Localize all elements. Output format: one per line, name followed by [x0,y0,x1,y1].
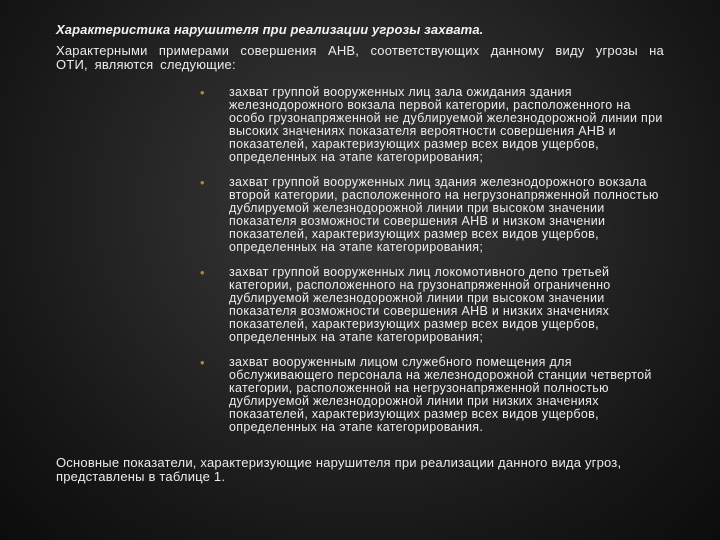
list-item-text: захват вооруженным лицом служебного помещения для обслуживающего персонала на железнодорожной станции четвертой категории, расположенной на негрузонапряженной полностью дублируемой железнодорожной линии при низких значениях показателей, характеризующих размер всех видов ущербов, определенных на этапе категорирования. [229,355,652,434]
list-item-text: захват группой вооруженных лиц зала ожидания здания железнодорожного вокзала первой категории, расположенного на особо грузонапряженной не дублируемой железнодорожной линии при высоких значениях показателя вероятности совершения АНВ и показателей, характеризующих размер всех видов ущербов, определенных на этапе категорирования; [229,85,663,164]
list-item-text: захват группой вооруженных лиц локомотивного депо третьей категории, расположенного на грузонапряженной ограниченно дублируемой железнодорожной линии при высоком значении показателя возможности совершения АНВ и низких значениях показателей, характеризующих размер всех видов ущербов, определенных на этапе категорирования; [229,265,611,344]
list-item-text: захват группой вооруженных лиц здания железнодорожного вокзала второй категории, расположенного на негрузонапряженной полностью дублируемой железнодорожной линии при высоком значении показателя возможности совершения АНВ и низком значении показателей, характеризующих размер всех видов ущербов, определенных на этапе категорирования; [229,175,659,254]
outro-paragraph: Основные показатели, характеризующие нарушителя при реализации данного вида угроз, представлены в таблице 1. [56,455,622,484]
bullet-icon: • [200,265,205,280]
bullet-icon: • [200,85,205,100]
list-item [196,176,666,254]
bullet-icon: • [200,175,205,190]
list-item [196,356,666,434]
bullet-icon: • [200,355,205,370]
intro-paragraph: Характерными примерами совершения АНВ, соответствующих данному виду угрозы на ОТИ, являются следующие: [56,43,664,72]
bullet-list [196,86,666,446]
list-item [196,266,666,344]
slide-title: Характеристика нарушителя при реализации угрозы захвата. [56,22,484,37]
list-item [196,86,666,164]
